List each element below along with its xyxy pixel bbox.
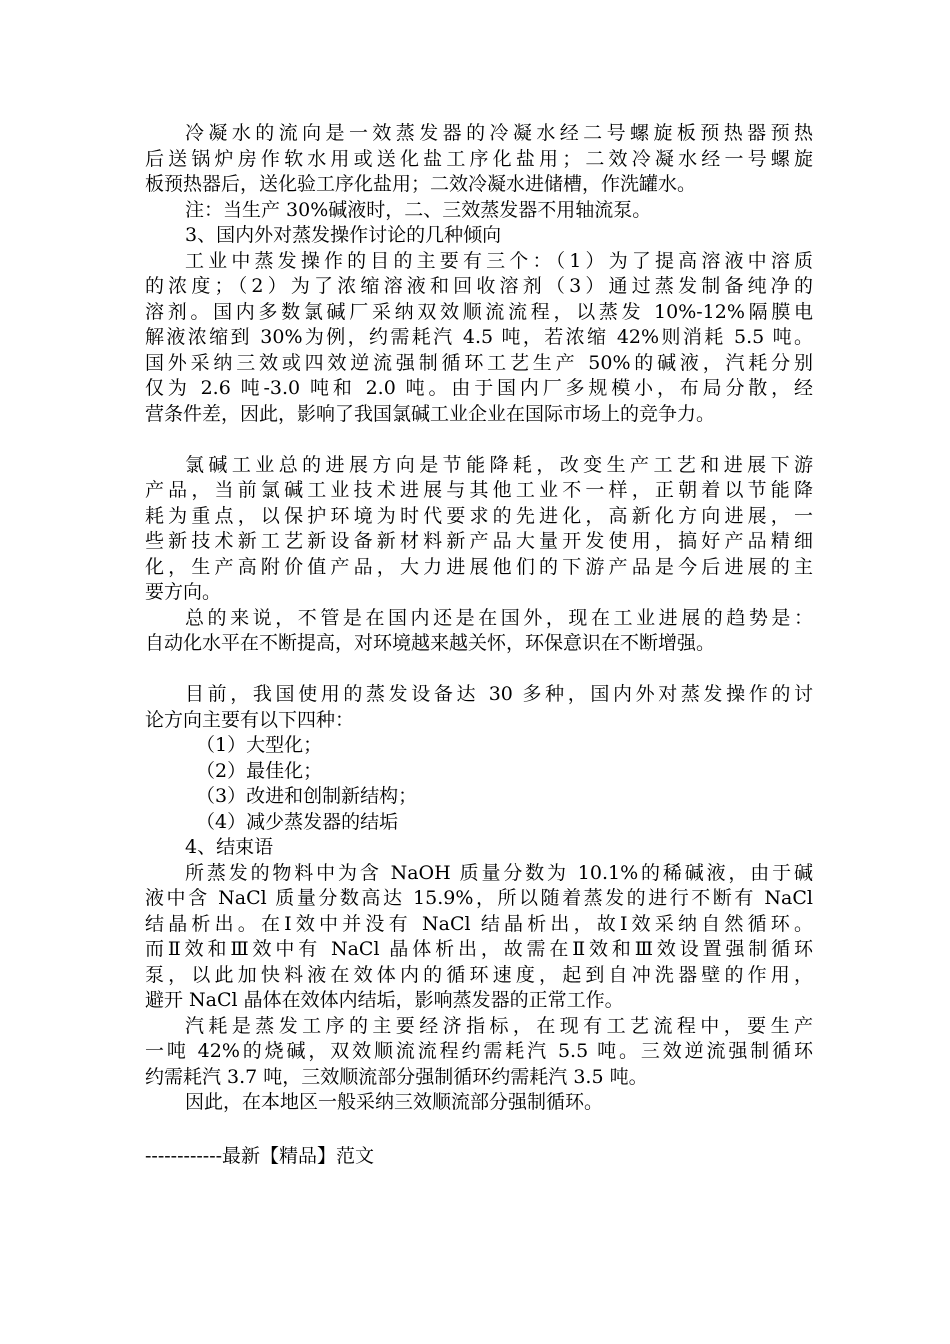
- text-line: 板预热器后，送化验工序化盐用；二效冷凝水进储槽，作洗罐水。: [145, 173, 697, 195]
- text-line: 解液浓缩到 30%为例，约需耗汽 4.5 吨，若浓缩 42%则消耗 5.5 吨。: [145, 326, 813, 348]
- paragraph-evaporator-types: [145, 682, 813, 733]
- footer-label: ------------最新【精品】范文: [145, 1145, 375, 1167]
- text-line: 因此，在本地区一般采纳三效顺流部分强制循环。: [185, 1091, 604, 1113]
- heading-text: 4、结束语: [185, 836, 274, 858]
- text-line: 汽耗是蒸发工序的主要经济指标，在现有工艺流程中，要生产: [185, 1014, 813, 1037]
- text-line: 化，生产高附价值产品，大力进展他们的下游产品是今后进展的主: [145, 555, 813, 578]
- text-line: 泵，以此加快料液在效体内的循环速度，起到自冲洗器壁的作用，: [145, 963, 813, 986]
- list-item: （2）最佳化；: [196, 759, 323, 782]
- paragraph-condensate-flow: [145, 121, 813, 198]
- paragraph-steam-consumption: [145, 1014, 813, 1091]
- text-line: 而Ⅱ效和Ⅲ效中有 NaCl 晶体析出，故需在Ⅱ效和Ⅲ效设置强制循环: [145, 938, 813, 960]
- text-line: 约需耗汽 3.7 吨，三效顺流部分强制循环约需耗汽 3.5 吨。: [145, 1065, 648, 1088]
- document-body: [145, 121, 813, 1116]
- text-line: 注：当生产 30%碱液时，二、三效蒸发器不用轴流泵。: [185, 198, 652, 221]
- text-line: 后送锅炉房作软水用或送化盐工序化盐用；二效冷凝水经一号螺旋: [145, 147, 813, 170]
- list-item: （1）大型化；: [196, 734, 323, 756]
- section-heading-4: [145, 835, 813, 861]
- direction-list: [145, 733, 813, 835]
- text-line: 避开 NaCl 晶体在效体内结垢，影响蒸发器的正常工作。: [145, 989, 624, 1011]
- paragraph-conclusion: [145, 1090, 813, 1116]
- list-item: （4）减少蒸发器的结垢: [196, 810, 399, 833]
- text-line: 营条件差，因此，影响了我国氯碱工业企业在国际市场上的竞争力。: [145, 402, 716, 425]
- text-line: 要方向。: [145, 581, 222, 603]
- text-line: 溶剂。国内多数氯碱厂采纳双效顺流流程，以蒸发 10%-12%隔膜电: [145, 300, 813, 323]
- paragraph-note: [145, 198, 813, 224]
- text-line: 所蒸发的物料中为含 NaOH 质量分数为 10.1%的稀碱液，由于碱: [185, 861, 813, 884]
- text-line: 总的来说，不管是在国内还是在国外，现在工业进展的趋势是：: [185, 606, 813, 629]
- paragraph-trend-summary: [145, 606, 813, 657]
- section-heading-3: [145, 223, 813, 249]
- text-line: 耗为重点，以保护环境为时代要求的先进化，高新化方向进展，一: [145, 504, 813, 527]
- heading-text: 3、国内外对蒸发操作讨论的几种倾向: [185, 224, 502, 246]
- blank-line: [145, 657, 813, 683]
- text-line: 自动化水平在不断提高，对环境越来越关怀，环保意识在不断增强。: [145, 632, 716, 654]
- text-line: 冷凝水的流向是一效蒸发器的冷凝水经二号螺旋板预热器预热: [185, 122, 813, 144]
- text-line: 仅为 2.6 吨-3.0 吨和 2.0 吨。由于国内厂多规模小，布局分散，经: [145, 377, 813, 399]
- text-line: 的浓度；（2）为了浓缩溶液和回收溶剂（3）通过蒸发制备纯净的: [145, 275, 813, 297]
- paragraph-evaporation-purpose: [145, 249, 813, 428]
- text-line: 产品，当前氯碱工业技术进展与其他工业不一样，正朝着以节能降: [145, 479, 813, 501]
- text-line: 一吨 42%的烧碱，双效顺流流程约需耗汽 5.5 吨。三效逆流强制循环: [145, 1040, 813, 1062]
- text-line: 目前，我国使用的蒸发设备达 30 多种，国内外对蒸发操作的讨: [185, 683, 813, 705]
- text-line: 氯碱工业总的进展方向是节能降耗，改变生产工艺和进展下游: [185, 453, 813, 476]
- text-line: 工业中蒸发操作的目的主要有三个：（1）为了提高溶液中溶质: [185, 249, 813, 272]
- list-item: （3）改进和创制新结构；: [196, 785, 418, 807]
- paragraph-industry-direction: [145, 453, 813, 606]
- paragraph-nacl-crystallization: [145, 861, 813, 1014]
- text-line: 论方向主要有以下四种：: [145, 708, 355, 731]
- text-line: 国外采纳三效或四效逆流强制循环工艺生产 50%的碱液，汽耗分别: [145, 351, 813, 374]
- text-line: 结晶析出。在Ⅰ效中并没有 NaCl 结晶析出，故Ⅰ效采纳自然循环。: [145, 912, 813, 935]
- text-line: 些新技术新工艺新设备新材料新产品大量开发使用，搞好产品精细: [145, 530, 813, 552]
- blank-line: [145, 427, 813, 453]
- text-line: 液中含 NaCl 质量分数高达 15.9%，所以随着蒸发的进行不断有 NaCl: [145, 887, 813, 909]
